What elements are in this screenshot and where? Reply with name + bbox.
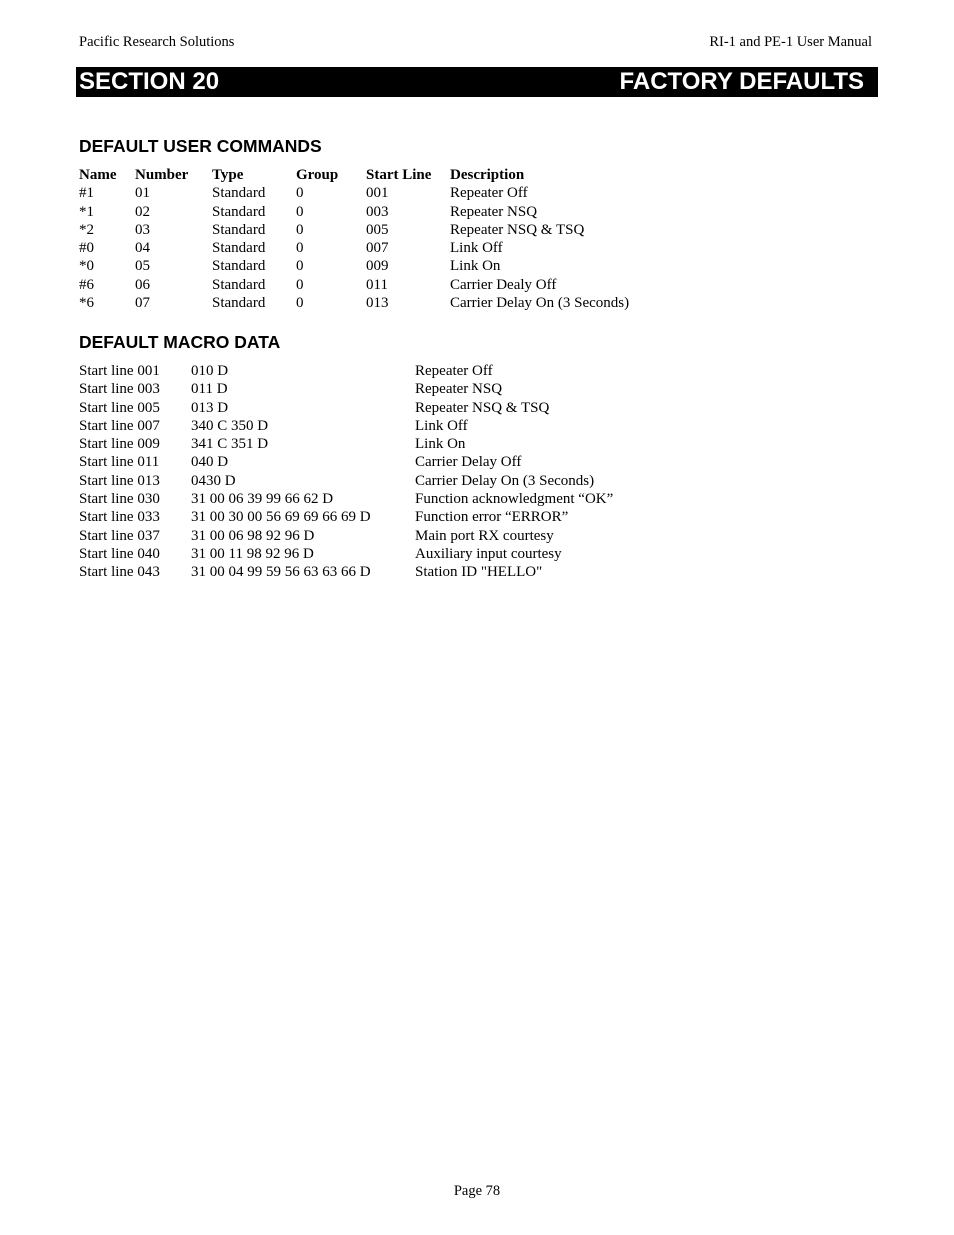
cell-type: Standard [212, 203, 266, 220]
cell-description: Carrier Delay On (3 Seconds) [450, 295, 630, 312]
column-header-number: Number [135, 167, 189, 183]
cell-start-line: 003 [366, 203, 389, 220]
macro-description: Auxiliary input courtesy [415, 545, 562, 562]
macro-start-line: Start line 007 [79, 417, 160, 434]
macro-code: 010 D [191, 363, 229, 379]
cell-group: 0 [296, 240, 304, 257]
cell-number: 06 [135, 276, 150, 293]
cell-description: Link On [450, 258, 501, 275]
running-header [79, 34, 872, 52]
macro-code: 340 C 350 D [191, 417, 269, 434]
macro-code: 0430 D [191, 472, 236, 489]
macro-start-line: Start line 013 [79, 472, 160, 489]
cell-type: Standard [212, 258, 266, 275]
macro-code: 31 00 06 39 99 66 62 D [191, 491, 334, 508]
cell-name: #6 [79, 276, 94, 293]
macro-start-line: Start line 009 [79, 436, 160, 453]
cell-description: Link Off [450, 240, 503, 257]
cell-type: Standard [212, 240, 266, 257]
cell-group: 0 [296, 203, 304, 220]
cell-name: #1 [79, 185, 94, 202]
cell-name: *0 [79, 258, 94, 275]
macro-description: Function error “ERROR” [415, 509, 569, 526]
column-header-name: Name [79, 167, 117, 183]
section-number: SECTION 20 [79, 68, 220, 95]
cell-group: 0 [296, 221, 304, 238]
cell-description: Carrier Dealy Off [450, 276, 557, 293]
macro-start-line: Start line 005 [79, 399, 160, 416]
macro-code: 013 D [191, 399, 229, 416]
macro-start-line: Start line 030 [79, 491, 160, 508]
page-number: Page 78 [453, 1183, 501, 1199]
cell-group: 0 [296, 258, 304, 275]
macro-start-line: Start line 040 [79, 545, 160, 562]
macro-code: 31 00 30 00 56 69 69 66 69 D [191, 509, 371, 526]
macro-description: Station ID "HELLO" [415, 564, 543, 581]
macro-code: 040 D [191, 454, 229, 471]
cell-start-line: 009 [366, 258, 389, 275]
macro-description: Repeater NSQ & TSQ [415, 399, 550, 416]
cell-name: #0 [79, 240, 94, 257]
macro-description: Link Off [415, 417, 468, 434]
cell-name: *6 [79, 295, 94, 312]
cell-number: 04 [135, 240, 150, 257]
cell-start-line: 007 [366, 240, 389, 257]
cell-number: 05 [135, 258, 150, 275]
macro-code: 31 00 06 98 92 96 D [191, 527, 315, 544]
cell-number: 03 [135, 221, 150, 238]
cell-number: 02 [135, 203, 150, 220]
cell-name: *1 [79, 203, 94, 220]
user-commands-heading: DEFAULT USER COMMANDS [79, 136, 322, 156]
cell-description: Repeater NSQ [450, 203, 538, 220]
cell-group: 0 [296, 276, 304, 293]
macro-description: Main port RX courtesy [415, 527, 554, 544]
column-header-start-line: Start Line [366, 167, 432, 183]
cell-description: Repeater NSQ & TSQ [450, 221, 585, 238]
macro-start-line: Start line 003 [79, 381, 160, 398]
section-title: FACTORY DEFAULTS [619, 68, 864, 95]
macro-description: Function acknowledgment “OK” [415, 491, 614, 508]
cell-start-line: 005 [366, 221, 389, 238]
macro-description: Repeater Off [415, 363, 493, 379]
macro-start-line: Start line 001 [79, 363, 160, 379]
macro-data-heading: DEFAULT MACRO DATA [79, 332, 281, 352]
macro-code: 31 00 04 99 59 56 63 63 66 D [191, 564, 371, 581]
macro-code: 341 C 351 D [191, 436, 269, 453]
cell-number: 01 [135, 185, 150, 202]
cell-group: 0 [296, 295, 304, 312]
macro-start-line: Start line 043 [79, 564, 160, 581]
macro-code: 011 D [191, 381, 228, 398]
column-header-description: Description [450, 167, 525, 183]
header-manual-title: RI-1 and PE-1 User Manual [709, 34, 872, 50]
cell-name: *2 [79, 221, 94, 238]
cell-group: 0 [296, 185, 304, 202]
header-company: Pacific Research Solutions [79, 34, 235, 50]
cell-number: 07 [135, 295, 150, 312]
macro-description: Repeater NSQ [415, 381, 503, 398]
macro-start-line: Start line 011 [79, 454, 160, 471]
macro-description: Link On [415, 436, 466, 453]
cell-type: Standard [212, 185, 266, 202]
column-header-group: Group [296, 167, 339, 183]
cell-type: Standard [212, 295, 266, 312]
cell-start-line: 013 [366, 295, 389, 312]
macro-description: Carrier Delay Off [415, 454, 522, 471]
section-banner [76, 67, 878, 97]
cell-type: Standard [212, 276, 266, 293]
macro-description: Carrier Delay On (3 Seconds) [415, 472, 595, 489]
macro-start-line: Start line 033 [79, 509, 160, 526]
macro-start-line: Start line 037 [79, 527, 160, 544]
cell-start-line: 011 [366, 276, 388, 293]
cell-description: Repeater Off [450, 185, 528, 202]
column-header-type: Type [212, 167, 244, 183]
macro-code: 31 00 11 98 92 96 D [191, 545, 314, 562]
cell-start-line: 001 [366, 185, 389, 202]
cell-type: Standard [212, 221, 266, 238]
